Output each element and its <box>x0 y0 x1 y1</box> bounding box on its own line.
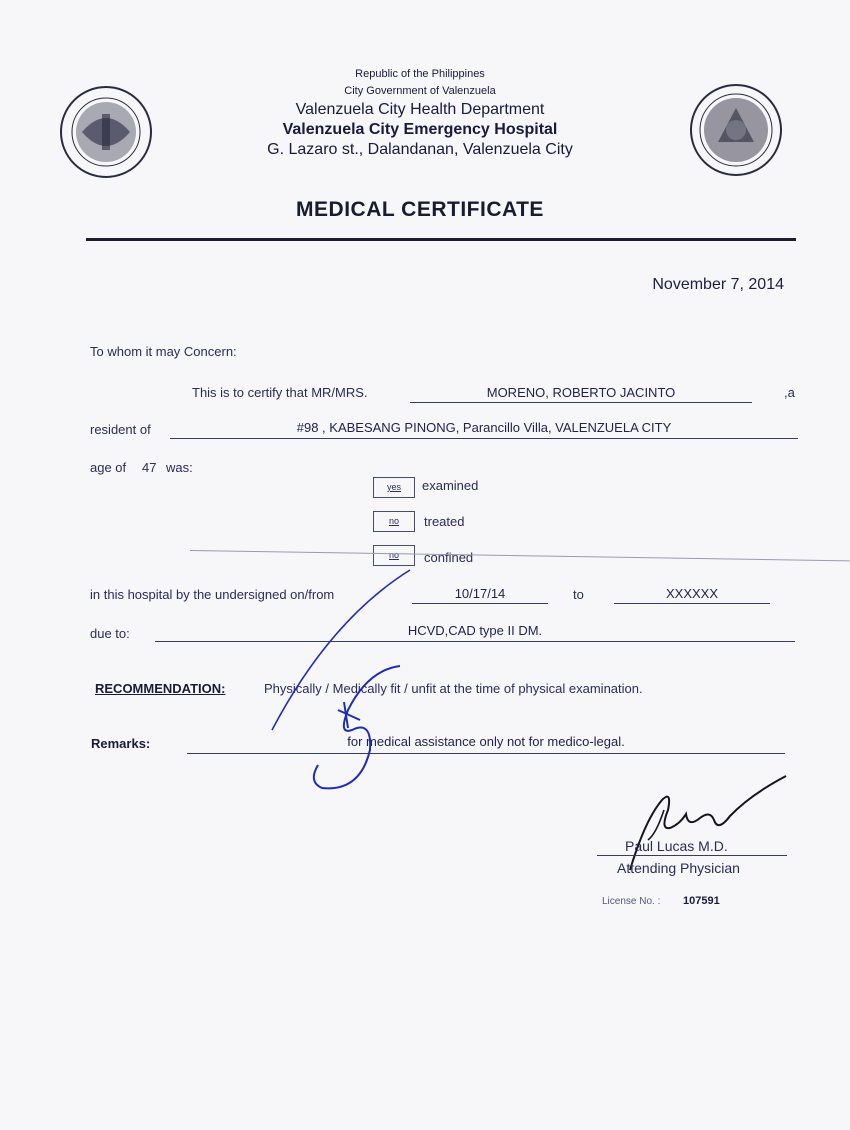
salutation: To whom it may Concern: <box>90 344 237 359</box>
recommendation-label: RECOMMENDATION: <box>95 681 226 696</box>
due-label: due to: <box>90 626 130 641</box>
recommendation-text: Physically / Medically fit / unfit at the time of physical examination. <box>264 681 643 696</box>
license-label: License No. : <box>602 896 661 907</box>
right-hospital-seal-icon <box>688 82 784 178</box>
period-to: XXXXXX <box>665 586 719 601</box>
patient-name-underline <box>410 402 752 403</box>
confined-box: no <box>373 545 415 566</box>
header-city-government: City Government of Valenzuela <box>344 85 496 97</box>
remarks-text: for medical assistance only not for medico-legal. <box>347 734 625 749</box>
resident-label: resident of <box>90 422 151 437</box>
header-address: G. Lazaro st., Dalandanan, Valenzuela City <box>267 141 573 158</box>
address-underline <box>170 438 798 439</box>
period-to-underline <box>614 603 770 604</box>
header-health-department: Valenzuela City Health Department <box>295 101 545 118</box>
header-hospital: Valenzuela City Emergency Hospital <box>282 121 558 138</box>
left-city-seal-icon <box>58 84 154 180</box>
period-from: 10/17/14 <box>454 586 506 601</box>
treated-box: no <box>373 511 415 532</box>
age-label: age of <box>90 460 127 475</box>
diagnosis: HCVD,CAD type II DM. <box>407 623 543 638</box>
to-label: to <box>573 587 584 602</box>
physician-name: Paul Lucas M.D. <box>625 838 728 854</box>
period-from-underline <box>412 603 548 604</box>
license-number: 107591 <box>683 895 720 907</box>
patient-address: #98 , KABESANG PINONG, Parancillo Villa, VALENZUELA CITY <box>296 420 672 435</box>
diagnosis-underline <box>155 641 795 642</box>
was-label: was: <box>166 460 193 475</box>
remarks-label: Remarks: <box>91 736 151 751</box>
document-title: MEDICAL CERTIFICATE <box>296 198 544 221</box>
patient-name-suffix: ,a <box>784 385 795 400</box>
certificate-date: November 7, 2014 <box>652 276 784 293</box>
examined-box: yes <box>373 477 415 498</box>
examined-label: examined <box>422 478 479 493</box>
blue-signature-icon <box>260 560 420 800</box>
certify-text: This is to certify that MR/MRS. <box>192 385 368 400</box>
confined-label: confined <box>424 550 474 565</box>
physician-name-underline <box>597 855 787 856</box>
title-divider <box>86 238 796 241</box>
physician-title: Attending Physician <box>617 860 740 876</box>
period-label: in this hospital by the undersigned on/from <box>90 587 335 602</box>
patient-age: 47 <box>142 460 157 475</box>
header-republic: Republic of the Philippines <box>355 68 485 80</box>
treated-label: treated <box>424 514 465 529</box>
patient-name: MORENO, ROBERTO JACINTO <box>486 385 676 400</box>
